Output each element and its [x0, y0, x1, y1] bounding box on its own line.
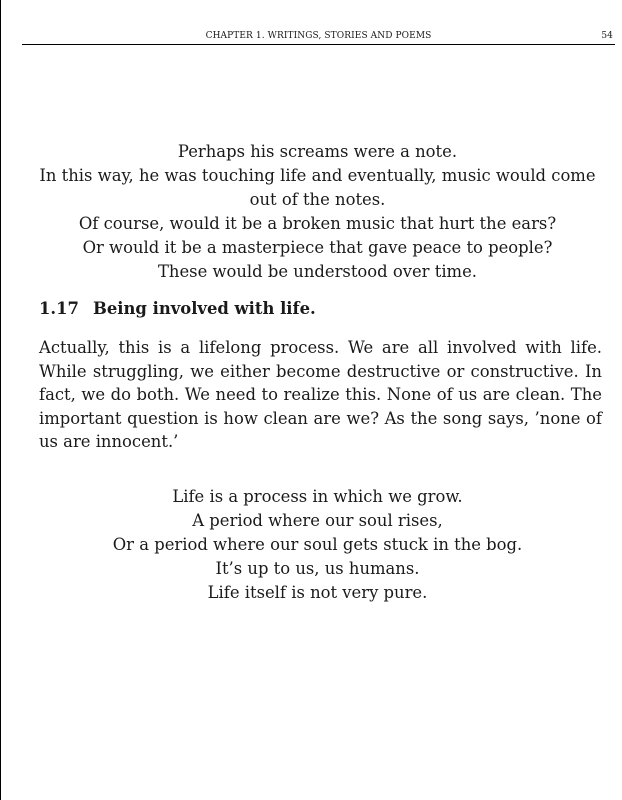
page-left-border — [0, 0, 1, 800]
verse-line: Or would it be a masterpiece that gave peace to people? — [82, 238, 553, 257]
page-number: 54 — [601, 31, 613, 41]
body-paragraph — [39, 336, 602, 454]
section-number: 1.17 — [39, 299, 79, 318]
verse-line: It’s up to us, us humans. — [215, 559, 420, 578]
paragraph-line: While struggling, we either become destructive or constructive. In — [39, 361, 602, 381]
chapter-title: CHAPTER 1. WRITINGS, STORIES AND POEMS — [205, 31, 432, 41]
header-rule — [22, 44, 615, 45]
verse-block-2 — [30, 485, 605, 605]
verse-line: out of the notes. — [249, 190, 386, 209]
paragraph-line: fact, we do both. We need to realize this. None of us are clean. The — [39, 385, 602, 404]
verse-line: Or a period where our soul gets stuck in the bog. — [112, 535, 523, 554]
running-header — [22, 31, 615, 44]
verse-line: Perhaps his screams were a note. — [177, 142, 458, 161]
section-title: Being involved with life. — [93, 299, 316, 318]
paragraph-line: us are innocent.’ — [39, 432, 179, 451]
verse-line: Life is a process in which we grow. — [172, 487, 463, 506]
paragraph-line: important question is how clean are we? As the song says, ’none of — [39, 408, 602, 428]
section-heading — [39, 299, 316, 318]
verse-line: These would be understood over time. — [157, 262, 478, 281]
verse-line: Of course, would it be a broken music that hurt the ears? — [78, 214, 557, 233]
verse-line: Life itself is not very pure. — [207, 583, 428, 602]
verse-block-1 — [30, 140, 605, 284]
verse-line: In this way, he was touching life and eventually, music would come — [39, 166, 596, 185]
verse-line: A period where our soul rises, — [192, 511, 443, 530]
paragraph-line: Actually, this is a lifelong process. We are all involved with life. — [39, 338, 602, 357]
